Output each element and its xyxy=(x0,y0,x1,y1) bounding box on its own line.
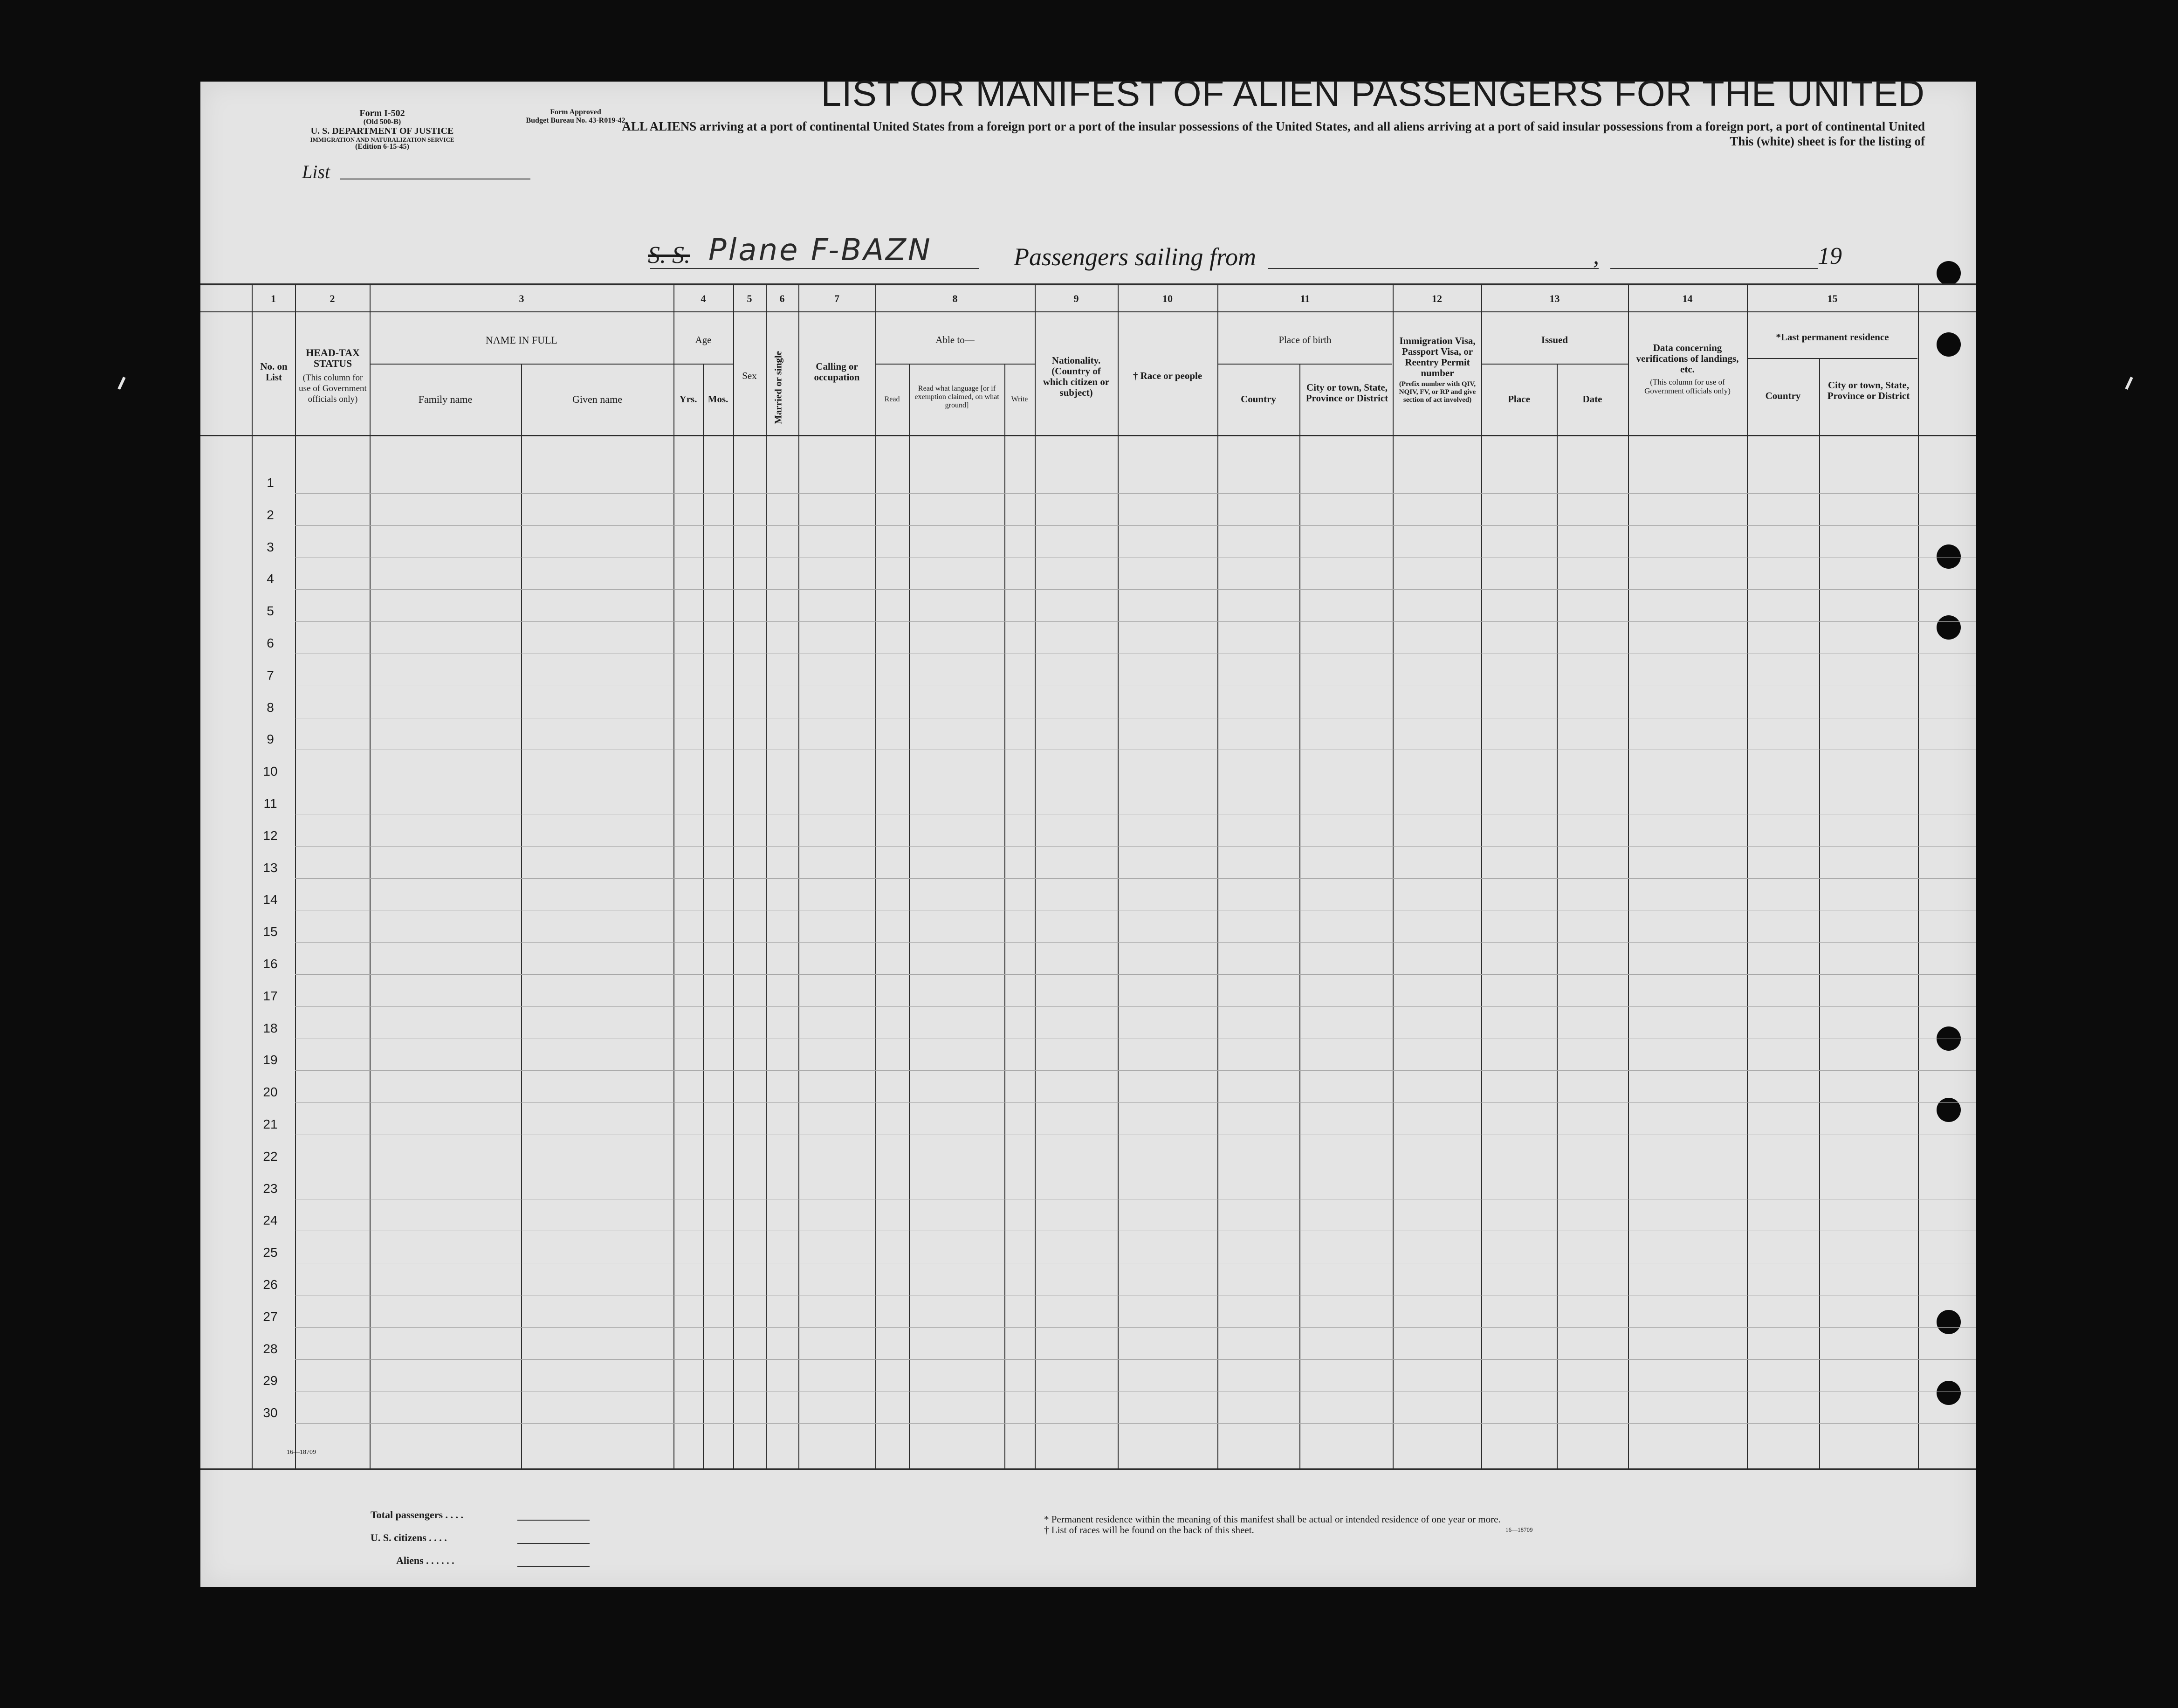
header-read-language: Read what language [or if exemption claimed, on what ground] xyxy=(914,385,999,409)
edition: (Edition 6-15-45) xyxy=(355,143,409,151)
manifest-sheet xyxy=(200,82,1976,1587)
column-number: 12 xyxy=(1432,293,1442,304)
col-line xyxy=(1557,364,1558,1468)
able-subrule xyxy=(876,364,1035,365)
col-line xyxy=(1747,284,1748,1468)
vessel-name: Plane F-BAZN xyxy=(708,233,932,268)
issued-subrule xyxy=(1481,364,1628,365)
column-number-rule xyxy=(200,311,1976,312)
header-given-name: Given name xyxy=(572,393,622,405)
header-write: Write xyxy=(1011,395,1028,403)
header-able-to: Able to— xyxy=(935,334,975,345)
binder-hole xyxy=(1937,1381,1961,1405)
row-number: 20 xyxy=(263,1085,278,1099)
birth-subrule xyxy=(1217,364,1392,365)
age-subrule xyxy=(673,364,734,365)
header-birth-country: Country xyxy=(1241,393,1276,405)
header-yrs: Yrs. xyxy=(679,393,697,405)
header-name-in-full: NAME IN FULL xyxy=(486,334,557,346)
row-number: 27 xyxy=(263,1309,278,1324)
column-number: 2 xyxy=(330,293,335,304)
row-number: 9 xyxy=(267,732,274,746)
sailing-from-line xyxy=(1268,268,1599,269)
column-number: 13 xyxy=(1549,293,1560,304)
row-rule xyxy=(295,1006,1976,1007)
col-line xyxy=(909,364,910,1468)
col-line xyxy=(1118,284,1119,1468)
row-rule xyxy=(295,1327,1976,1328)
row-rule xyxy=(295,1359,1976,1360)
col-line xyxy=(1918,284,1919,1468)
col-line xyxy=(1628,284,1629,1468)
table-bottom-border xyxy=(200,1468,1976,1470)
row-rule xyxy=(295,589,1976,590)
page-title: LIST OR MANIFEST OF ALIEN PASSENGERS FOR THE UNITED xyxy=(821,73,1925,114)
column-number: 5 xyxy=(747,293,752,304)
row-number: 18 xyxy=(263,1021,278,1035)
header-race: † Race or people xyxy=(1133,370,1202,381)
approval-line-2: Budget Bureau No. 43-R019-42 xyxy=(526,117,625,124)
col-line xyxy=(703,364,704,1468)
approval-line-1: Form Approved xyxy=(550,108,601,116)
footnote-residence: * Permanent residence within the meaning of this manifest shall be actual or intended residence of one year or more. xyxy=(1044,1514,1501,1525)
row-number: 28 xyxy=(263,1342,278,1356)
binder-hole xyxy=(1937,544,1961,569)
row-rule xyxy=(295,878,1976,879)
department: U. S. DEPARTMENT OF JUSTICE xyxy=(310,126,454,136)
header-no-on-list: No. on List xyxy=(260,361,288,383)
column-number: 11 xyxy=(1300,293,1310,304)
row-rule xyxy=(295,493,1976,494)
row-number: 11 xyxy=(263,796,277,811)
subtitle-line-1: ALL ALIENS arriving at a port of continental United States from a foreign port or a port of the insular possessions of the United States, and all aliens arriving at a port of said insular possessions from a foreign port, a port of continental United xyxy=(622,119,1925,133)
header-birth-city: City or town, State, Province or District xyxy=(1305,382,1388,404)
head-tax-note: (This column for use of Government officials only) xyxy=(299,373,367,404)
printer-mark: 16—18709 xyxy=(287,1449,316,1456)
us-citizens-line xyxy=(517,1543,590,1544)
col-line xyxy=(1004,364,1005,1468)
header-last-residence: *Last permanent residence xyxy=(1776,331,1889,343)
column-number: 7 xyxy=(834,293,839,304)
col-line xyxy=(1819,358,1820,1468)
list-label: List xyxy=(302,161,330,182)
col-line xyxy=(1393,284,1394,1468)
footnote-races: † List of races will be found on the back of this sheet. xyxy=(1044,1524,1254,1536)
column-number: 8 xyxy=(952,293,958,304)
col-line xyxy=(673,284,674,1468)
header-visa xyxy=(1396,336,1479,404)
row-number: 24 xyxy=(263,1213,278,1227)
row-rule xyxy=(295,974,1976,975)
row-number: 12 xyxy=(263,828,278,843)
ss-label: S. S. xyxy=(648,242,690,269)
subtitle-line-2: This (white) sheet is for the listing of xyxy=(1730,134,1925,148)
col-line xyxy=(295,284,296,1468)
header-head-tax xyxy=(298,347,367,405)
col-line xyxy=(1217,284,1218,1468)
footnote-code: 16—18709 xyxy=(1505,1526,1533,1533)
row-number: 21 xyxy=(263,1117,278,1131)
subtitle xyxy=(289,119,1925,149)
row-number: 16 xyxy=(263,957,278,971)
aliens-line xyxy=(517,1566,590,1567)
header-issued-date: Date xyxy=(1582,393,1602,405)
header-residence-city: City or town, State, Province or District xyxy=(1827,379,1910,401)
row-number: 26 xyxy=(263,1277,278,1292)
header-age: Age xyxy=(695,334,712,345)
header-issued: Issued xyxy=(1541,334,1568,345)
margin-mark xyxy=(2125,377,2133,390)
aliens-label: Aliens . . . . . . xyxy=(396,1555,454,1566)
header-married: Married or single xyxy=(772,351,784,425)
row-number: 15 xyxy=(263,924,278,939)
column-number: 10 xyxy=(1162,293,1173,304)
row-rule xyxy=(295,621,1976,622)
row-number: 25 xyxy=(263,1245,278,1260)
header-data-concerning xyxy=(1633,343,1742,395)
row-number: 14 xyxy=(263,892,278,907)
vessel-line xyxy=(650,268,979,269)
row-number: 29 xyxy=(263,1373,278,1388)
row-number: 7 xyxy=(267,668,274,682)
name-subrule xyxy=(371,364,673,365)
row-rule xyxy=(295,1102,1976,1103)
col-line xyxy=(1299,364,1300,1468)
header-place-of-birth: Place of birth xyxy=(1278,334,1332,345)
col-line xyxy=(370,284,371,1468)
old-form-number: (Old 500-B) xyxy=(363,118,401,126)
header-bottom-rule xyxy=(200,435,1976,436)
head-tax-title: HEAD-TAX STATUS xyxy=(306,347,360,369)
header-mos: Mos. xyxy=(708,393,728,405)
margin-mark xyxy=(117,377,125,390)
row-number: 13 xyxy=(263,861,278,875)
row-rule xyxy=(295,1423,1976,1424)
header-sex: Sex xyxy=(742,370,757,381)
row-number: 4 xyxy=(267,572,274,586)
comma-mark: , xyxy=(1593,243,1599,269)
column-number: 9 xyxy=(1073,293,1079,304)
form-number: Form I-502 xyxy=(359,108,405,118)
column-number: 3 xyxy=(519,293,524,304)
column-number: 6 xyxy=(779,293,785,304)
date-line xyxy=(1610,268,1818,269)
col-line xyxy=(766,284,767,1468)
column-number: 15 xyxy=(1827,293,1838,304)
column-number: 14 xyxy=(1682,293,1693,304)
row-number: 6 xyxy=(267,636,274,650)
col-line xyxy=(1481,284,1482,1468)
visa-title: Immigration Visa, Passport Visa, or Reentry Permit number xyxy=(1399,335,1476,379)
header-nationality: Nationality. (Country of which citizen or subject) xyxy=(1043,355,1110,398)
year-prefix: 19 xyxy=(1818,243,1842,269)
row-number: 30 xyxy=(263,1405,278,1420)
col-line xyxy=(875,284,876,1468)
sailing-from-label: Passengers sailing from xyxy=(1014,243,1257,271)
binder-hole xyxy=(1937,332,1961,357)
row-rule xyxy=(295,1070,1976,1071)
us-citizens-label: U. S. citizens . . . . xyxy=(371,1532,447,1543)
row-rule xyxy=(295,942,1976,943)
header-residence-country: Country xyxy=(1765,390,1801,401)
row-number: 19 xyxy=(263,1053,278,1067)
row-number: 17 xyxy=(263,989,278,1003)
column-number: 4 xyxy=(701,293,706,304)
row-number: 23 xyxy=(263,1181,278,1196)
row-number: 3 xyxy=(267,540,274,554)
header-family-name: Family name xyxy=(418,393,473,405)
row-rule xyxy=(295,846,1976,847)
residence-subrule xyxy=(1747,358,1917,359)
row-number: 1 xyxy=(267,475,274,490)
total-passengers-label: Total passengers . . . . xyxy=(371,1509,464,1521)
row-number: 22 xyxy=(263,1149,278,1164)
data-concerning-title: Data concerning verifications of landings, etc. xyxy=(1636,342,1739,375)
table-top-border xyxy=(200,283,1976,285)
visa-note: (Prefix number with QIV, NQIV, FV, or RP and give section of act involved) xyxy=(1399,380,1476,404)
row-rule xyxy=(295,525,1976,526)
data-concerning-note: (This column for use of Government officials only) xyxy=(1644,378,1731,395)
header-calling: Calling or occupation xyxy=(814,361,860,383)
row-number: 5 xyxy=(267,604,274,618)
binder-hole xyxy=(1937,615,1961,640)
col-line xyxy=(1035,284,1036,1468)
header-issued-place: Place xyxy=(1508,393,1530,405)
total-passengers-line xyxy=(517,1520,590,1521)
binder-hole xyxy=(1937,1310,1961,1334)
binder-hole xyxy=(1937,1098,1961,1122)
header-read: Read xyxy=(884,395,900,403)
col-line xyxy=(798,284,799,1468)
column-number: 1 xyxy=(271,293,276,304)
row-number: 8 xyxy=(267,700,274,715)
col-line xyxy=(521,364,522,1468)
row-number: 10 xyxy=(263,764,278,778)
col-line xyxy=(733,284,734,1468)
row-number: 2 xyxy=(267,508,274,522)
binder-hole xyxy=(1937,261,1961,285)
service: IMMIGRATION AND NATURALIZATION SERVICE xyxy=(310,136,454,143)
